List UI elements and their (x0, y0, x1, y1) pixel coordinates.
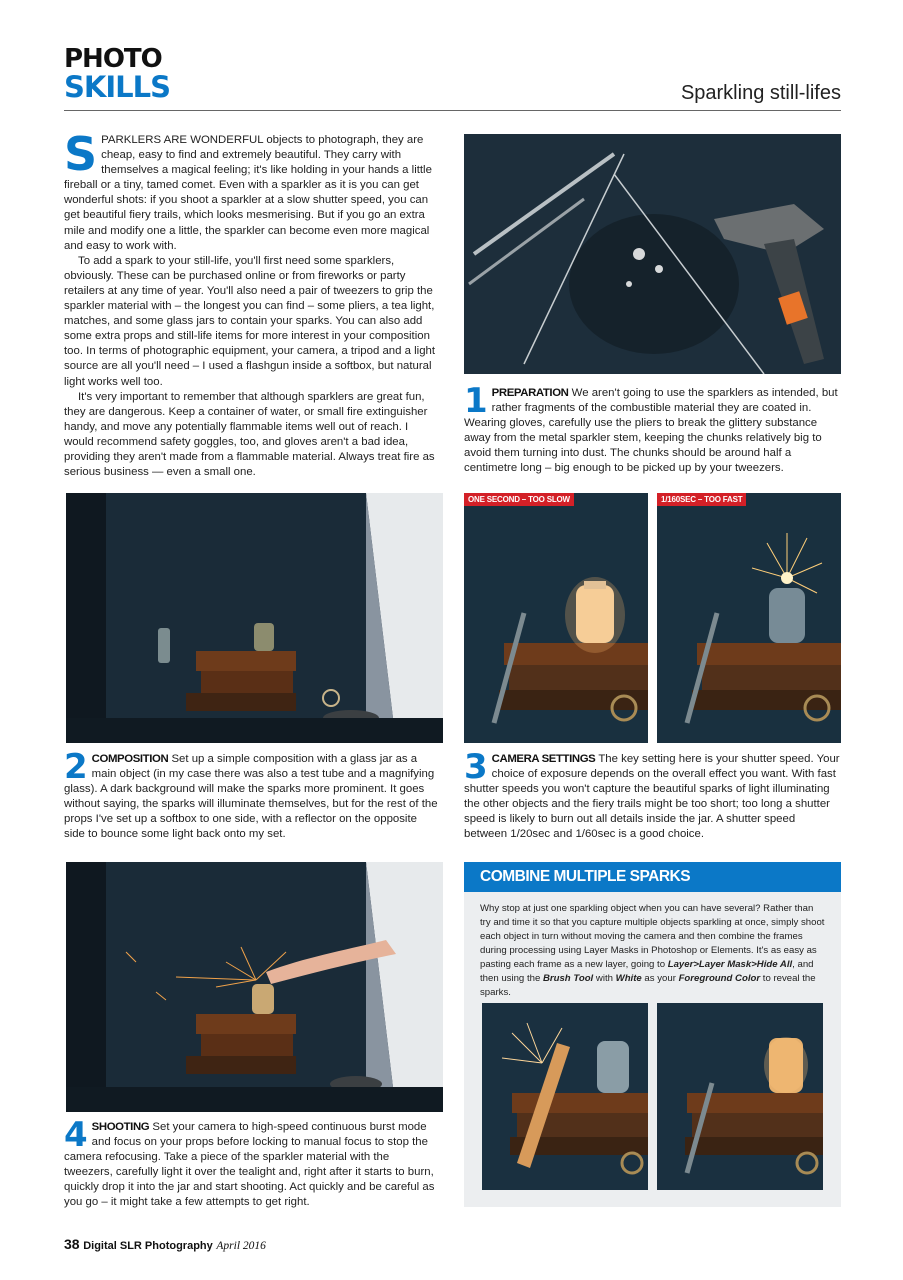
photo-shooting (66, 862, 443, 1112)
box-em-layer-mask: Layer>Layer Mask>Hide All (667, 959, 793, 970)
step-1 (464, 381, 841, 477)
photo-combine-left (482, 1003, 648, 1190)
step-3-title: CAMERA SETTINGS (491, 753, 596, 765)
step-2-number: 2 (64, 747, 88, 787)
logo-line-2: SKILLS (64, 70, 170, 104)
section-title: Sparkling still-lifes (680, 82, 841, 104)
intro-paragraph-3: It's very important to remember that although sparklers are great fun, they are dangerous. Keep a container of water, or small fire extinguisher handy, and move any potentially flammable items well out of reach. I would recommend safety goggles, too, and gloves aren't a bad idea, providing they aren't made from a flammable material. Always treat fire as serious business — even a small one. (64, 390, 435, 479)
step-2-title: COMPOSITION (91, 753, 169, 765)
photo-skills-logo (64, 46, 189, 106)
intro-article (64, 127, 441, 480)
step-1-text: We aren't going to use the sparklers as intended, but rather fragments of the combustible material they are coated in. Wearing gloves, carefully use the pliers to break the glittery substance away from the metal sparkler stem, keeping the chunks relatively big to avoid them turning into dust. The chunks should be around half a centimetre long – big enough to be picked up by your tweezers. (464, 387, 838, 475)
step-1-title: PREPARATION (491, 387, 569, 399)
step-4 (64, 1115, 441, 1211)
box-text-e: to reveal the sparks. (480, 973, 816, 998)
box-text-c: with (593, 973, 616, 984)
box-text-a: Why stop at just one sparkling object when you can have several? Rather than try and time it so that you capture multiple objects sparkling at once, simply shoot each object in turn without moving the camera and then combine the frames during processing using Layer Masks in Photoshop or Elements. It's as easy as pasting each frame as a new layer, going to (480, 903, 825, 970)
photo-combine-right (657, 1003, 823, 1190)
box-text-b: , and then using the (480, 959, 814, 984)
photo-preparation (464, 134, 841, 374)
box-em-brush-tool: Brush Tool (542, 973, 594, 984)
photo-one-second (464, 493, 648, 743)
box-title: COMBINE MULTIPLE SPARKS (464, 862, 841, 892)
step-2 (64, 747, 441, 843)
step-3-number: 3 (464, 747, 488, 787)
tag-too-slow: ONE SECOND – TOO SLOW (464, 493, 574, 506)
photo-160sec (657, 493, 841, 743)
magazine-name: Digital SLR Photography (83, 1240, 213, 1252)
step-3-text: The key setting here is your shutter speed. Your choice of exposure depends on the overall effect you want. With fast shutter speeds you won't capture the beautiful sparks of light illuminating the other objects and the fiery trails might be too short; too long a shutter speed is likely to burn out all details inside the jar. A shutter speed between 1/20sec and 1/60sec is a good choice. (464, 753, 840, 841)
step-2-text: Set up a simple composition with a glass jar as a main object (in my case there was also a test tube and a magnifying glass). A dark background will make the sparks more prominent. It goes without saying, the sparks will illuminate themselves, but for the rest of the props I've set up a softbox to one side, with a reflector on the opposite side to bounce some light back onto my set. (64, 753, 438, 841)
step-4-title: SHOOTING (91, 1121, 150, 1133)
tag-too-fast: 1/160SEC – TOO FAST (657, 493, 746, 506)
logo-line-1: PHOTO (64, 44, 162, 74)
photo-composition (66, 493, 443, 743)
step-4-number: 4 (64, 1115, 88, 1155)
box-em-white: White (615, 973, 642, 984)
intro-paragraph-2: To add a spark to your still-life, you'll first need some sparklers, obviously. These can be purchased online or from fireworks or party retailers at any time of year. You'll also need a pair of tweezers to grip the sparkler material with – the longest you can find – some pliers, a tea light, matches, and some glass jars to contain your sparks. You can also add some extra props and still-life items for more interest in your composition too. In terms of photographic equipment, your camera, a tripod and a light source are all you'll need – I used a flashgun inside a softbox, but natural light works well too. (64, 254, 436, 388)
step-4-text: Set your camera to high-speed continuous burst mode and focus on your props before locking to manual focus to stop the camera refocusing. Take a piece of the sparkler material with the tweezers, carefully light it over the tealight and, right after it starts to burn, quickly drop it into the jar and start shooting. Act quickly and be careful as you go – it might take a few attempts to get right. (64, 1121, 435, 1209)
drop-cap: S (64, 127, 98, 181)
header-divider (64, 110, 841, 111)
box-em-foreground-color: Foreground Color (678, 973, 761, 984)
page-footer (64, 1236, 266, 1252)
issue-date: April 2016 (216, 1240, 266, 1252)
box-text (464, 892, 841, 1000)
intro-paragraph-1: PARKLERS ARE WONDERFUL objects to photograph, they are cheap, easy to find and extremely beautiful. They carry with themselves a magical feeling; it's like holding in your hands a little fireball or a tiny, tamed comet. Even with a sparkler as it is you can get wonderful shots: if you shoot a sparkler at a slow shutter speed, you can get beautiful fiery trails, which looks mesmerising. But if you go an extra mile and modify one a little, the sparkler can become even more magical and easy to work with. (64, 134, 432, 252)
step-3 (464, 747, 841, 843)
box-text-d: as your (641, 973, 679, 984)
page-number: 38 (64, 1236, 80, 1252)
step-1-number: 1 (464, 381, 488, 421)
